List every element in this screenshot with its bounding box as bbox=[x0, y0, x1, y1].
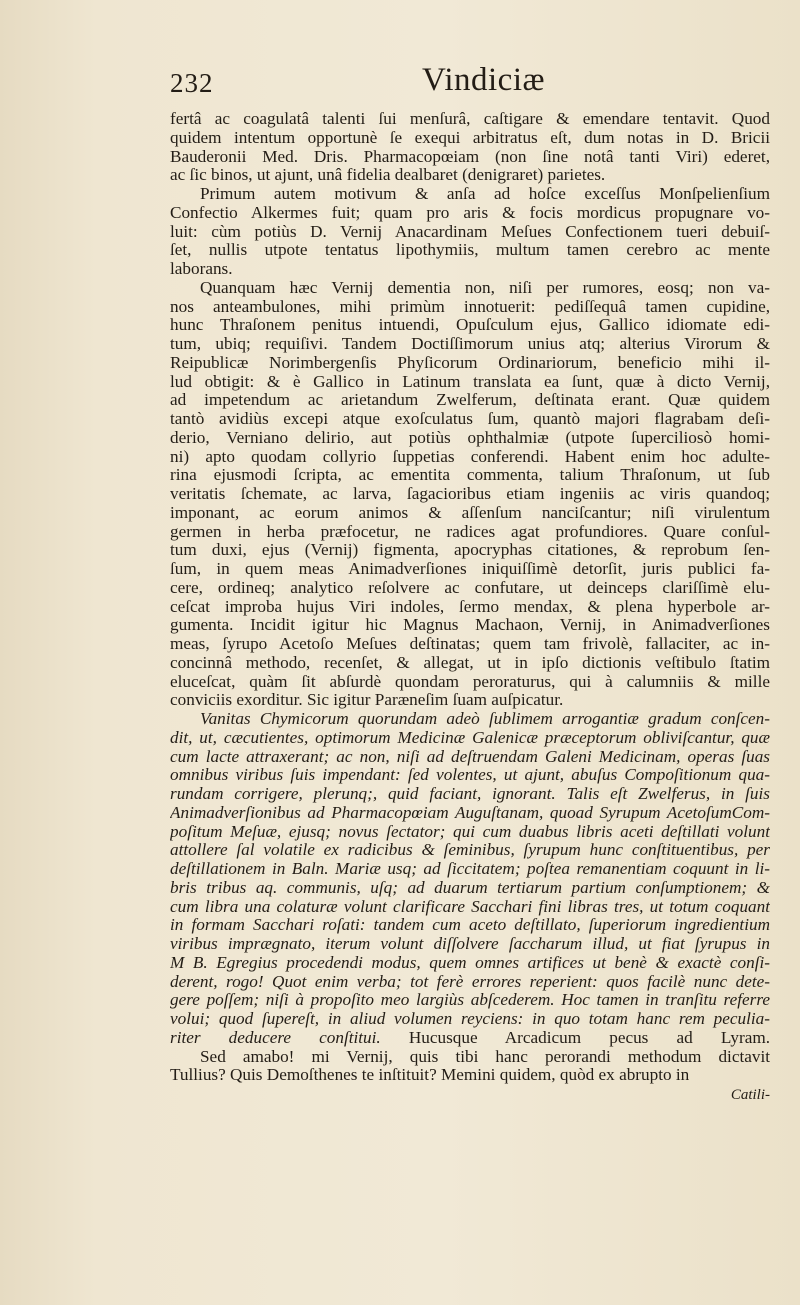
text-line bbox=[170, 485, 770, 504]
text-line bbox=[170, 804, 770, 823]
text-line bbox=[170, 991, 770, 1010]
text-line bbox=[170, 354, 770, 373]
line-text: concinnâ methodo, recenſet, & allegat, ut in ipſo dictionis veſtibulo ſtatim bbox=[170, 653, 770, 672]
text-line bbox=[170, 860, 770, 879]
text-line bbox=[170, 391, 770, 410]
line-text: tum duxi, ejus (Vernij) figmenta, apocryphas citationes, & reprobum ſen- bbox=[170, 541, 770, 560]
text-line bbox=[170, 673, 770, 692]
line-text: omnibus viribus ſuis impendant: ſed volentes, ut ajunt, abuſus Compoſitionum qua- bbox=[170, 766, 770, 785]
line-text: M B. Egregius procedendi modus, quem omnes artifices ut benè & exactè conſi- bbox=[170, 953, 770, 972]
text-line bbox=[170, 279, 770, 298]
line-text: conviciis exorditur. Sic igitur Paræneſim ſuam auſpicatur. bbox=[170, 691, 564, 710]
text-line bbox=[170, 110, 770, 129]
text-line bbox=[170, 504, 770, 523]
line-text: ad impetendum ac arietandum Zwelferum, deſtinata erant. Quæ quidem bbox=[170, 391, 770, 410]
line-text: poſitum Meſuæ, ejusq; novus ſectator; qui cum duabus libris aceti deſtillati volunt bbox=[170, 822, 770, 841]
text-line bbox=[170, 129, 770, 148]
line-text: tantò avidiùs excepi atque exoſculatus ſum, quantò majori flagrabam deſi- bbox=[170, 410, 770, 428]
text-line bbox=[170, 635, 770, 654]
line-text: riter deducere conſtitui. bbox=[170, 1028, 381, 1047]
text-line bbox=[170, 448, 770, 467]
paragraph bbox=[170, 279, 770, 710]
text-line bbox=[170, 185, 770, 204]
line-text: ceſcat improba hujus Viri indoles, ſermo mendax, & plena hyperbole ar- bbox=[170, 597, 770, 616]
text-line bbox=[170, 204, 770, 223]
text-line bbox=[170, 879, 770, 898]
line-text: eluceſcat, quàm ſit abſurdè quondam peroraturus, qui à calumniis & mille bbox=[170, 672, 770, 691]
text-line bbox=[170, 654, 770, 673]
line-text: fertâ ac coagulatâ talenti ſui menſurâ, caſtigare & emendare tentavit. Quod bbox=[170, 110, 770, 128]
line-text: Confectio Alkermes fuit; quam pro aris & focis mordicus propugnare vo- bbox=[170, 203, 770, 222]
text-line bbox=[170, 1029, 770, 1048]
text-line bbox=[170, 541, 770, 560]
text-line bbox=[170, 148, 770, 167]
text-line bbox=[170, 823, 770, 842]
line-text: Tullius? Quis Demoſthenes te inſtituit? Memini quidem, quòd ex abrupto in bbox=[170, 1066, 690, 1085]
text-line bbox=[170, 579, 770, 598]
text-line bbox=[170, 616, 770, 635]
paragraph bbox=[170, 185, 770, 279]
line-text: gumenta. Incidit igitur hic Magnus Machaon, Vernij, in Animadverſiones bbox=[170, 616, 770, 635]
text-line bbox=[170, 298, 770, 317]
paragraph bbox=[170, 710, 770, 1048]
line-text: cere, ordineq; analytico reſolvere ac confutare, ut deinceps clariſſimè elu- bbox=[170, 578, 770, 597]
line-text: gere poſſem; niſi à propoſito meo largiùs abſcederem. Hoc tamen in tranſitu referre bbox=[170, 991, 770, 1010]
text-line bbox=[170, 560, 770, 579]
page-header bbox=[170, 62, 770, 106]
text-line bbox=[170, 729, 770, 748]
text-line bbox=[170, 935, 770, 954]
text-line bbox=[170, 954, 770, 973]
line-text: ſum, in quem meas Animadverſiones iniquiſſimè detorſit, juris publici fa- bbox=[170, 560, 770, 578]
text-line bbox=[170, 598, 770, 617]
text-line bbox=[170, 1048, 770, 1067]
line-text: hunc Thraſonem penitus intuendi, Opuſculum ejus, Gallico idiomate edi- bbox=[170, 316, 770, 335]
line-text: derent, rogo! Quot enim verba; tot ferè errores reperient: quos facilè nunc dete- bbox=[170, 972, 770, 991]
text-line bbox=[170, 335, 770, 354]
line-text: deſtillationem in Baln. Mariæ usq; ad ſiccitatem; poſtea remanentiam coquunt in li- bbox=[170, 860, 770, 878]
line-text: volui; quod ſupereſt, in aliud volumen reyciens: in quo totam hanc rem peculia- bbox=[170, 1010, 770, 1028]
text-line bbox=[170, 766, 770, 785]
line-text: bris tribus aq. communis, uſq; ad duarum tertiarum partium conſumptionem; & bbox=[170, 878, 770, 897]
line-text: tum, ubiq; requiſivi. Tandem Doctiſſimorum unius atq; alterius Virorum & bbox=[170, 335, 770, 353]
text-line bbox=[170, 410, 770, 429]
line-text: rundam corrigere, plerunq;, quid faciant, ignorant. Talis eſt Zwelferus, in ſuis bbox=[170, 785, 770, 803]
text-line bbox=[170, 523, 770, 542]
text-line bbox=[170, 710, 770, 729]
text-line bbox=[170, 223, 770, 242]
line-text: nos anteambulones, mihi primùm innotuerit: pediſſequâ tamen cupidine, bbox=[170, 297, 770, 316]
text-line bbox=[170, 241, 770, 260]
line-text: Vanitas Chymicorum quorundam adeò ſublimem arrogantiæ gradum conſcen- bbox=[200, 710, 770, 728]
catchword-line bbox=[170, 1085, 770, 1105]
line-text: Primum autem motivum & anſa ad hoſce exceſſus Monſpelienſium bbox=[200, 185, 770, 203]
paragraph-tail-text: Hucusque Arcadicum pecus ad Lyram. bbox=[408, 1028, 770, 1047]
text-line bbox=[170, 916, 770, 935]
text-line bbox=[170, 1010, 770, 1029]
text-line bbox=[170, 466, 770, 485]
line-text: Sed amabo! mi Vernij, quis tibi hanc perorandi methodum dictavit bbox=[200, 1047, 770, 1066]
page-number: 232 bbox=[170, 68, 214, 98]
line-text: laborans. bbox=[170, 260, 233, 278]
line-text: in formam Sacchari roſati: tandem cum aceto deſtillato, ſuperiorum ingredientium bbox=[170, 916, 770, 935]
line-text: quidem intentum opportunè ſe exequi arbitratus eſt, dum notas in D. Bricii bbox=[170, 128, 770, 147]
line-text: Animadverſionibus ad Pharmacopœiam Auguſtanam, quoad Syrupum AcetoſumCom- bbox=[170, 803, 770, 822]
line-text: dit, ut, cæcutientes, optimorum Medicinæ Galenicæ præceptorum obliviſcantur, quæ bbox=[170, 728, 770, 747]
body-text bbox=[170, 110, 770, 1085]
line-text: luit: cùm potiùs D. Vernij Anacardinam Meſues Confectionem tueri debuiſ- bbox=[170, 222, 770, 241]
text-line bbox=[170, 898, 770, 917]
line-text: derio, Verniano delirio, aut potiùs ophthalmiæ (utpote ſuperciliosò homi- bbox=[170, 428, 770, 447]
line-text: attollere ſal volatile ex radicibus & ſeminibus, ſyrupum hunc conſtituentibus, per bbox=[170, 841, 770, 860]
text-line bbox=[170, 429, 770, 448]
text-line bbox=[170, 691, 770, 710]
paragraph bbox=[170, 110, 770, 185]
text-line bbox=[170, 166, 770, 185]
line-text: rina ejusmodi ſcripta, ac ementita commenta, talium Thraſonum, ut ſub bbox=[170, 466, 770, 485]
line-text: meas, ſyrupo Acetoſo Meſues deſtinatas; quem tam frivolè, fallaciter, ac in- bbox=[170, 635, 770, 653]
line-text: lud obtigit: & è Gallico in Latinum translata ea ſunt, quæ à dicto Vernij, bbox=[170, 372, 770, 391]
line-text: ni) apto quodam collyrio ſuppetias conferendi. Habent enim hoc adulte- bbox=[170, 447, 770, 466]
line-text: imponant, ac eorum animos & aſſenſum nanciſcantur; niſi virulentum bbox=[170, 503, 770, 522]
line-text: Reipublicæ Norimbergenſis Phyſicorum Ordinariorum, beneficio mihi il- bbox=[170, 353, 770, 372]
catchword: Catili- bbox=[730, 1087, 770, 1103]
text-line bbox=[170, 748, 770, 767]
line-text: Quanquam hæc Vernij dementia non, niſi per rumores, eosq; non va- bbox=[200, 278, 770, 297]
line-text: viribus imprægnato, iterum volunt diſſolvere ſaccharum illud, ut fiat ſyrupus in bbox=[170, 935, 770, 953]
text-line bbox=[170, 841, 770, 860]
line-text: cum lacte attraxerant; ac non, niſi ad deſtruendam Galeni Medicinam, operas ſuas bbox=[170, 747, 770, 766]
line-text: Bauderonii Med. Dris. Pharmacopœiam (non ſine notâ tanti Viri) ederet, bbox=[170, 147, 770, 166]
text-line bbox=[170, 973, 770, 992]
text-line bbox=[170, 1066, 770, 1085]
paragraph bbox=[170, 1048, 770, 1086]
line-text: cum libra una colaturæ volunt clarificare Sacchari fini libras tres, ut totum coquant bbox=[170, 897, 770, 916]
text-line bbox=[170, 785, 770, 804]
line-text: germen in herba præfocetur, ne radices agat profundiores. Quare conſul- bbox=[170, 522, 770, 541]
line-text: ac ſic binos, ut ajunt, unâ fidelia dealbaret (denigraret) parietes. bbox=[170, 166, 606, 185]
text-line bbox=[170, 373, 770, 392]
text-line bbox=[170, 316, 770, 335]
running-title: Vindiciæ bbox=[422, 62, 546, 98]
line-text: ſet, nullis utpote tentatus lipothymiis, multum tamen cerebro ac mente bbox=[170, 241, 770, 260]
line-text: veritatis ſchemate, ac larva, ſagacioribus etiam ingeniis ac viris quandoq; bbox=[170, 485, 770, 503]
text-line bbox=[170, 260, 770, 279]
